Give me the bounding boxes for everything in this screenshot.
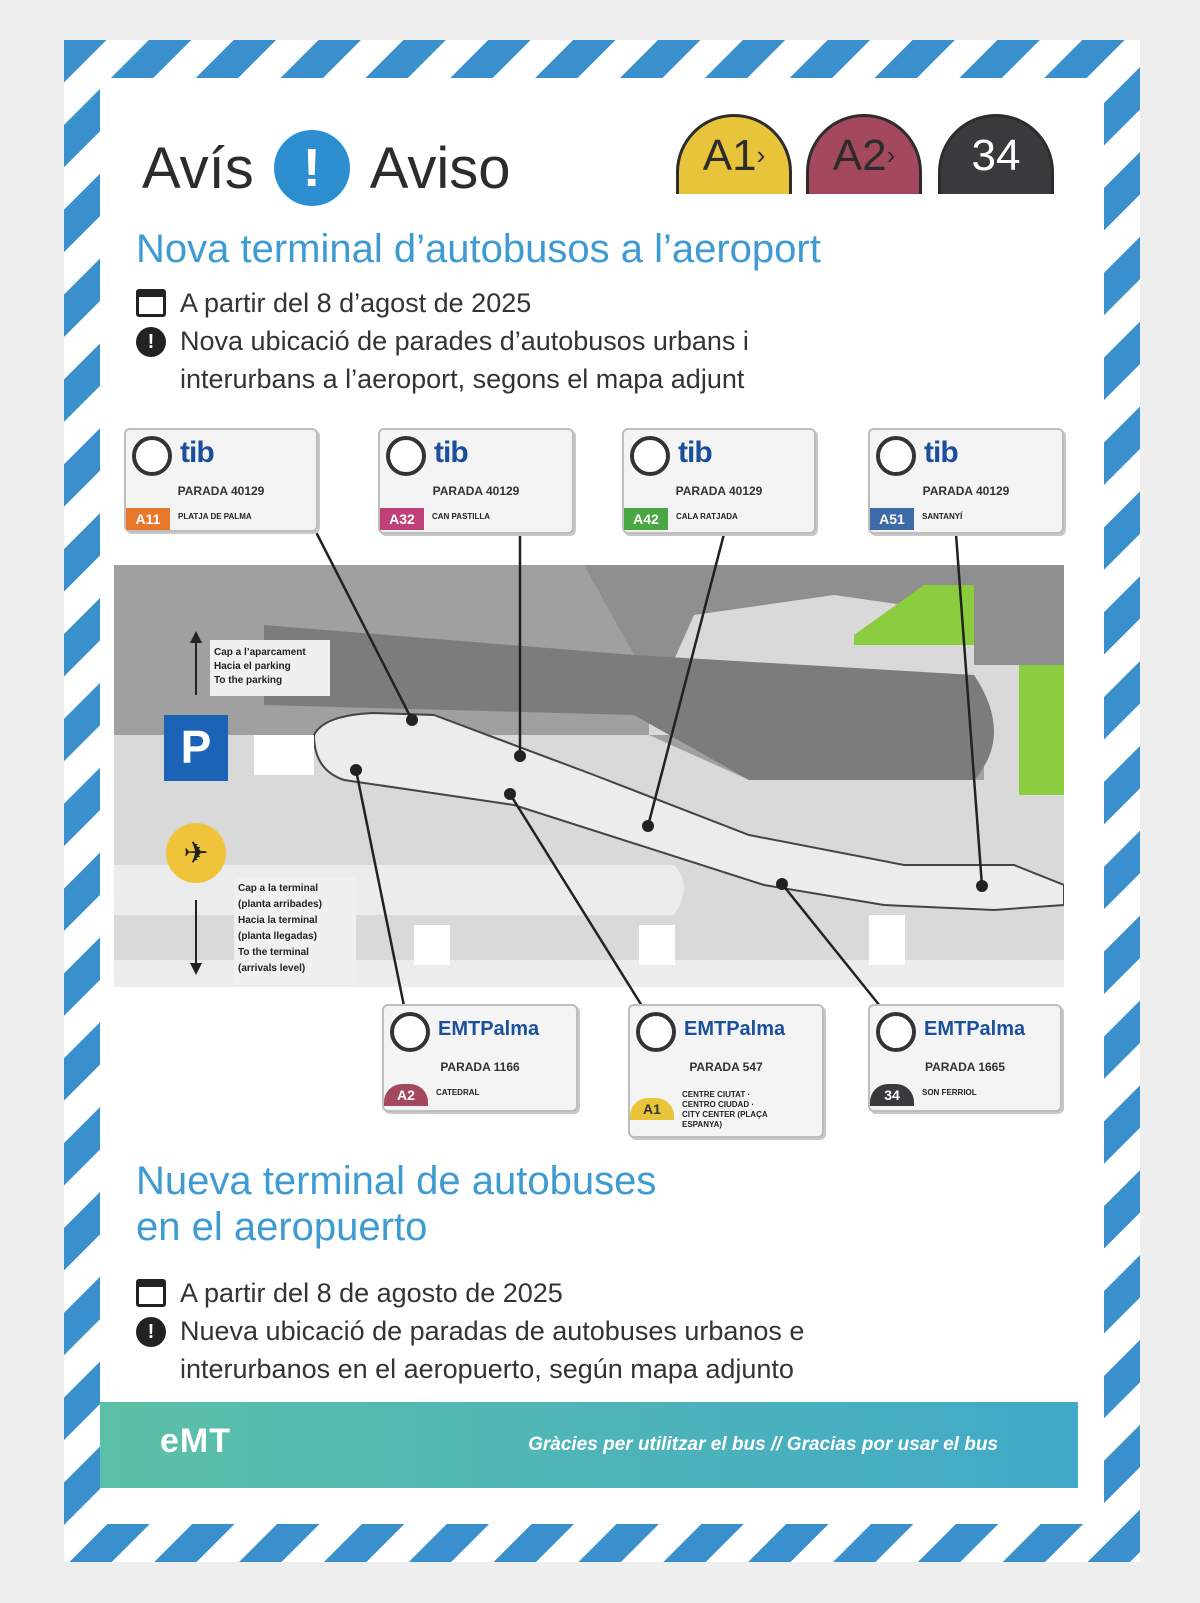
bus-icon bbox=[132, 436, 172, 476]
date-text: A partir del 8 d’agost de 2025 bbox=[180, 288, 532, 318]
destination: PLATJA DE PALMA bbox=[178, 512, 252, 521]
destination: CENTRE CIUTAT · CENTRO CIUDAD · CITY CENTER (PLAÇA ESPANYA) bbox=[682, 1090, 768, 1129]
bus-icon bbox=[630, 436, 670, 476]
stop-sign-tib-a32 bbox=[378, 428, 574, 534]
stop-sign-tib-a51 bbox=[868, 428, 1064, 534]
route-label: A1 bbox=[702, 130, 757, 180]
warning-icon-wrap bbox=[136, 1312, 180, 1388]
tib-logo: tib bbox=[434, 436, 468, 469]
arrow-icon: › bbox=[886, 140, 896, 170]
warning-icon: ! bbox=[274, 130, 350, 206]
route-label: 34 bbox=[971, 130, 1021, 180]
date-row bbox=[136, 1274, 804, 1312]
line-badge: A1 bbox=[630, 1098, 674, 1120]
heading-line: Nueva terminal de autobuses bbox=[136, 1159, 657, 1203]
heading-line: en el aeropuerto bbox=[136, 1205, 428, 1249]
bus-icon bbox=[386, 436, 426, 476]
warning-small-icon: ! bbox=[136, 327, 166, 357]
stop-sign-tib-a42 bbox=[622, 428, 816, 534]
notice-line: Nueva ubicació de paradas de autobuses urbanos e bbox=[180, 1316, 805, 1346]
stop-sign-emt-34 bbox=[868, 1004, 1062, 1112]
tib-logo: tib bbox=[678, 436, 712, 469]
label-parking: Cap a l’aparcament Hacia el parking To the parking bbox=[214, 647, 306, 686]
stop-number: PARADA 40129 bbox=[432, 484, 520, 498]
line-badge: A51 bbox=[870, 508, 914, 530]
line-badge: 34 bbox=[870, 1084, 914, 1106]
title-catalan: Avís bbox=[142, 135, 254, 201]
stop-number: PARADA 40129 bbox=[675, 484, 763, 498]
line-badge: A11 bbox=[126, 508, 170, 530]
parking-letter: P bbox=[180, 721, 212, 773]
calendar-icon-wrap bbox=[136, 1274, 180, 1312]
bus-icon bbox=[390, 1012, 430, 1052]
arrow-icon: › bbox=[756, 140, 766, 170]
stop-number: PARADA 1166 bbox=[440, 1060, 520, 1074]
route-label: A2 bbox=[832, 130, 887, 180]
emt-palma-logo: EMTPalma bbox=[924, 1018, 1026, 1040]
line-badge: A32 bbox=[380, 508, 424, 530]
notice-line: interurbans a l’aeroport, segons el mapa adjunt bbox=[180, 364, 745, 394]
bus-icon bbox=[876, 436, 916, 476]
notice-row bbox=[136, 1312, 804, 1388]
stop-number: PARADA 40129 bbox=[177, 484, 265, 498]
heading-catalan: Nova terminal d’autobusos a l’aeroport bbox=[136, 227, 821, 271]
stop-number: PARADA 1665 bbox=[924, 1060, 1006, 1074]
warning-small-icon: ! bbox=[136, 1317, 166, 1347]
airplane-icon: ✈ bbox=[183, 836, 209, 871]
destination: SON FERRIOL bbox=[922, 1088, 977, 1097]
thanks-text: Gràcies per utilitzar el bus // Gracias por usar el bus bbox=[528, 1434, 998, 1455]
stop-number: PARADA 40129 bbox=[922, 484, 1010, 498]
emt-logo: eMT bbox=[160, 1422, 231, 1460]
info-spanish bbox=[136, 1274, 804, 1388]
destination: SANTANYÍ bbox=[922, 512, 963, 521]
footer-bar bbox=[100, 1402, 1078, 1488]
line-badge: A42 bbox=[624, 508, 668, 530]
date-text: A partir del 8 de agosto de 2025 bbox=[180, 1278, 563, 1308]
tib-logo: tib bbox=[924, 436, 958, 469]
tib-logo: tib bbox=[180, 436, 214, 469]
emt-palma-logo: EMTPalma bbox=[684, 1018, 786, 1040]
notice-line: interurbanos en el aeropuerto, según mapa adjunto bbox=[180, 1354, 794, 1384]
destination: CATEDRAL bbox=[436, 1088, 480, 1097]
label-terminal: Cap a la terminal (planta arribades) Hacia la terminal (planta llegadas) To the terminal (arrivals level) bbox=[238, 883, 322, 974]
stop-sign-emt-a1 bbox=[628, 1004, 824, 1138]
title-spanish: Aviso bbox=[369, 135, 511, 201]
calendar-icon bbox=[136, 1279, 166, 1307]
bus-icon bbox=[636, 1012, 676, 1052]
destination: CALA RATJADA bbox=[676, 512, 738, 521]
stop-sign-emt-a2 bbox=[382, 1004, 578, 1112]
destination: CAN PASTILLA bbox=[432, 512, 491, 521]
notice-line: Nova ubicació de parades d’autobusos urbans i bbox=[180, 326, 749, 356]
heading-spanish bbox=[136, 1158, 656, 1250]
stop-sign-tib-a11 bbox=[124, 428, 318, 532]
notice-text bbox=[180, 1312, 804, 1388]
line-badge: A2 bbox=[384, 1084, 428, 1106]
emt-palma-logo: EMTPalma bbox=[438, 1018, 540, 1040]
stop-number: PARADA 547 bbox=[689, 1060, 763, 1074]
bus-icon bbox=[876, 1012, 916, 1052]
